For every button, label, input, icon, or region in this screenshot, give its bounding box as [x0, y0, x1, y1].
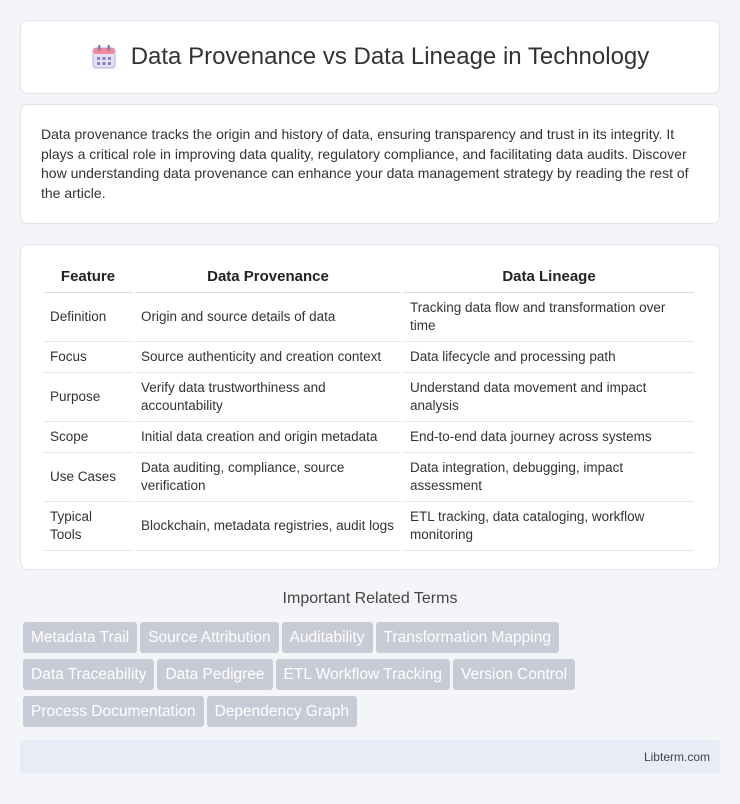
table-cell: End-to-end data journey across systems [404, 422, 694, 453]
related-tag[interactable]: Metadata Trail [23, 622, 137, 653]
table-cell: ETL tracking, data cataloging, workflow monitoring [404, 502, 694, 551]
table-header-row [44, 261, 694, 293]
calendar-icon [91, 44, 117, 70]
footer [20, 740, 720, 774]
table-cell: Blockchain, metadata registries, audit logs [135, 502, 401, 551]
header-provenance: Data Provenance [135, 261, 401, 293]
related-tag[interactable]: Data Pedigree [157, 659, 272, 690]
table-row [44, 373, 694, 422]
related-tag[interactable]: Transformation Mapping [376, 622, 559, 653]
table-cell: Purpose [44, 373, 132, 422]
footer-site-link[interactable]: Libterm.com [643, 750, 710, 764]
table-cell: Data lifecycle and processing path [404, 342, 694, 373]
related-terms-tags [23, 622, 723, 733]
comparison-table [41, 261, 697, 551]
table-row [44, 502, 694, 551]
table-row [44, 453, 694, 502]
table-cell: Focus [44, 342, 132, 373]
table-cell: Verify data trustworthiness and accountability [135, 373, 401, 422]
table-row [44, 293, 694, 342]
related-tag[interactable]: Data Traceability [23, 659, 154, 690]
table-cell: Understand data movement and impact analysis [404, 373, 694, 422]
related-tag[interactable]: Auditability [282, 622, 373, 653]
table-cell: Data integration, debugging, impact assessment [404, 453, 694, 502]
related-tag[interactable]: Source Attribution [140, 622, 278, 653]
comparison-table-card [20, 244, 720, 570]
related-tag[interactable]: Process Documentation [23, 696, 204, 727]
header-feature: Feature [44, 261, 132, 293]
table-row [44, 342, 694, 373]
table-cell: Typical Tools [44, 502, 132, 551]
related-tag[interactable]: Version Control [453, 659, 575, 690]
header-lineage: Data Lineage [404, 261, 694, 293]
table-cell: Data auditing, compliance, source verification [135, 453, 401, 502]
table-row [44, 422, 694, 453]
table-cell: Source authenticity and creation context [135, 342, 401, 373]
related-tag[interactable]: ETL Workflow Tracking [276, 659, 451, 690]
related-terms-title: Important Related Terms [282, 590, 458, 607]
page-title: Data Provenance vs Data Lineage in Technology [130, 43, 650, 70]
table-cell: Initial data creation and origin metadata [135, 422, 401, 453]
table-cell: Use Cases [44, 453, 132, 502]
header-card [20, 20, 720, 94]
intro-text: Data provenance tracks the origin and history of data, ensuring transparency and trust in its integrity. It plays a critical role in improving data quality, regulatory compliance, and facilitating data audits. Discover how understanding data provenance can enhance your data management strategy by reading the rest of the article. [41, 126, 689, 201]
table-cell: Origin and source details of data [135, 293, 401, 342]
table-cell: Definition [44, 293, 132, 342]
table-cell: Scope [44, 422, 132, 453]
table-cell: Tracking data flow and transformation over time [404, 293, 694, 342]
related-tag[interactable]: Dependency Graph [207, 696, 357, 727]
intro-card [20, 104, 720, 224]
